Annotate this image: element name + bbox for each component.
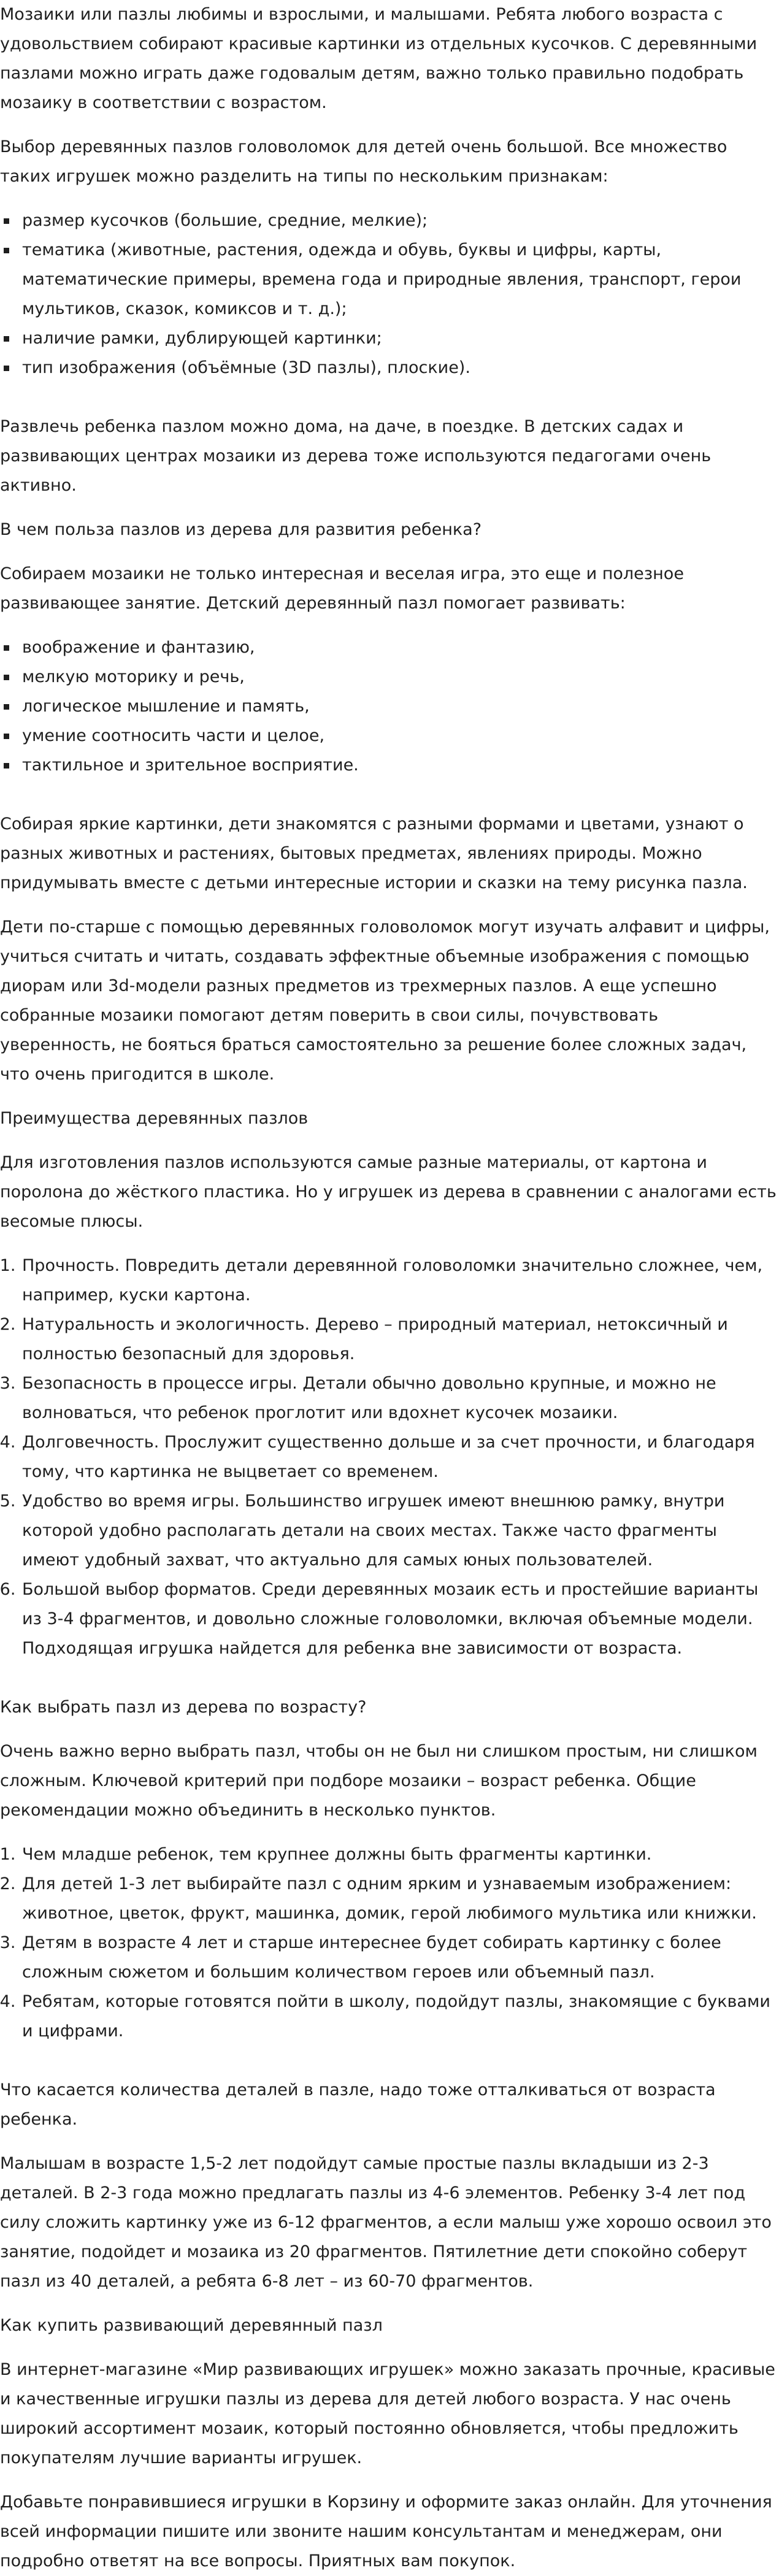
list-item: 3. Детям в возрасте 4 лет и старше интереснее будет собирать картинку с более сложным сюжетом и большим количеством героев или объемный пазл.: [21, 1928, 777, 1987]
paragraph-age-criteria: Очень важно верно выбрать пазл, чтобы он не был ни слишком простым, ни слишком сложным. Ключевой критерий при подборе мозаики – возраст ребенка. Общие рекомендации можно объединить в несколько пунктов.: [0, 1742, 758, 1820]
list-item: 2. Натуральность и экологичность. Дерево – природный материал, нетоксичный и полностью безопасный для здоровья.: [21, 1310, 777, 1369]
list-item: наличие рамки, дублирующей картинки;: [21, 324, 777, 353]
paragraph-colors: Собирая яркие картинки, дети знакомятся с разными формами и цветами, узнают о разных животных и растениях, бытовых предметах, явлениях природы. Можно придумывать вместе с детьми интересные истории и сказки на тему рисунка пазла.: [0, 815, 748, 892]
list-item: 1. Чем младше ребенок, тем крупнее должны быть фрагменты картинки.: [21, 1840, 777, 1869]
list-item: 1. Прочность. Повредить детали деревянной головоломки значительно сложнее, чем, например, куски картона.: [21, 1251, 777, 1310]
paragraph-older-kids: Дети по-старше с помощью деревянных головоломок могут изучать алфавит и цифры, учиться считать и читать, создавать эффектные объемные изображения с помощью диорам или 3d-модели разных предметов из трехмерных пазлов. А еще успешно собранные мозаики помогают детям поверить в свои силы, почувствовать уверенность, не бояться браться самостоятельно за решение более сложных задач, что очень пригодится в школе.: [0, 918, 770, 1084]
list-item: логическое мышление и память,: [21, 692, 777, 721]
section-heading-benefit: В чем польза пазлов из дерева для развития ребенка?: [0, 520, 482, 539]
paragraph-pieces: Что касается количества деталей в пазле, надо тоже отталкиваться от возраста ребенка.: [0, 2080, 716, 2129]
list-item: 4. Ребятам, которые готовятся пойти в школу, подойдут пазлы, знакомящие с буквами и цифрами.: [21, 1987, 777, 2046]
age-recommendations-list: [0, 1840, 777, 2046]
section-heading-advantages: Преимущества деревянных пазлов: [0, 1109, 309, 1128]
list-item: 3. Безопасность в процессе игры. Детали обычно довольно крупные, и можно не волноваться, что ребенок проглотит или вдохнет кусочек мозаики.: [21, 1369, 777, 1428]
paragraph-develop: Собираем мозаики не только интересная и веселая игра, это еще и полезное развивающее занятие. Детский деревянный пазл помогает развивать:: [0, 564, 684, 613]
paragraph-intro: Мозаики или пазлы любимы и взрослыми, и малышами. Ребята любого возраста с удовольствием собирают красивые картинки из отдельных кусочков. С деревянными пазлами можно играть даже годовалым детям, важно только правильно подобрать мозаику в соответствии с возрастом.: [0, 5, 758, 112]
section-heading-buy: Как купить развивающий деревянный пазл: [0, 2316, 383, 2335]
puzzle-types-list: [0, 206, 777, 383]
list-item: 5. Удобство во время игры. Большинство игрушек имеют внешнюю рамку, внутри которой удобно располагать детали на своих местах. Также часто фрагменты имеют удобный захват, что актуально для самых юных пользователей.: [21, 1487, 777, 1575]
list-item: размер кусочков (большие, средние, мелкие);: [21, 206, 777, 236]
advantages-list: [0, 1251, 777, 1663]
section-heading-age: Как выбрать пазл из дерева по возрасту?: [0, 1698, 367, 1717]
paragraph-shop: В интернет-магазине «Мир развивающих игрушек» можно заказать прочные, красивые и качественные игрушки пазлы из дерева для детей любого возраста. У нас очень широкий ассортимент мозаик, который постоянно обновляется, чтобы предложить покупателям лучшие варианты игрушек.: [0, 2360, 775, 2467]
list-item: умение соотносить части и целое,: [21, 721, 777, 751]
list-item: 4. Долговечность. Прослужит существенно дольше и за счет прочности, и благодаря тому, что картинка не выцветает со временем.: [21, 1428, 777, 1487]
list-item: 2. Для детей 1-3 лет выбирайте пазл с одним ярким и узнаваемым изображением: животное, цветок, фрукт, машинка, домик, герой любимого мультика или книжки.: [21, 1869, 777, 1928]
skills-list: [0, 633, 777, 780]
paragraph-materials: Для изготовления пазлов используются самые разные материалы, от картона и поролона до жёсткого пластика. Но у игрушек из дерева в сравнении с аналогами есть весомые плюсы.: [0, 1153, 777, 1231]
list-item: тематика (животные, растения, одежда и обувь, буквы и цифры, карты, математические примеры, времена года и природные явления, транспорт, герои мультиков, сказок, комиксов и т. д.);: [21, 236, 777, 324]
list-item: тип изображения (объёмные (3D пазлы), плоские).: [21, 353, 777, 383]
paragraph-order: Добавьте понравившиеся игрушки в Корзину и оформите заказ онлайн. Для уточнения всей информации пишите или звоните нашим консультантам и менеджерам, они подробно ответят на все вопросы. Приятных вам покупок.: [0, 2493, 772, 2570]
list-item: мелкую моторику и речь,: [21, 662, 777, 692]
paragraph-pieces-by-age: Малышам в возрасте 1,5-2 лет подойдут самые простые пазлы вкладыши из 2-3 деталей. В 2-3 года можно предлагать пазлы из 4-6 элементов. Ребенку 3-4 лет под силу сложить картинку уже из 6-12 фрагментов, а если малыш уже хорошо освоил это занятие, подойдет и мозаика из 20 фрагментов. Пятилетние дети спокойно соберут пазл из 40 деталей, а ребята 6-8 лет – из 60-70 фрагментов.: [0, 2154, 772, 2291]
list-item: 6. Большой выбор форматов. Среди деревянных мозаик есть и простейшие варианты из 3-4 фрагментов, и довольно сложные головоломки, включая объемные модели. Подходящая игрушка найдется для ребенка вне зависимости от возраста.: [21, 1575, 777, 1663]
list-item: тактильное и зрительное восприятие.: [21, 751, 777, 780]
paragraph-choice: Выбор деревянных пазлов головоломок для детей очень большой. Все множество таких игрушек можно разделить на типы по нескольким признакам:: [0, 137, 727, 186]
list-item: воображение и фантазию,: [21, 633, 777, 662]
paragraph-usage: Развлечь ребенка пазлом можно дома, на даче, в поездке. В детских садах и развивающих центрах мозаики из дерева тоже используются педагогами очень активно.: [0, 417, 712, 495]
